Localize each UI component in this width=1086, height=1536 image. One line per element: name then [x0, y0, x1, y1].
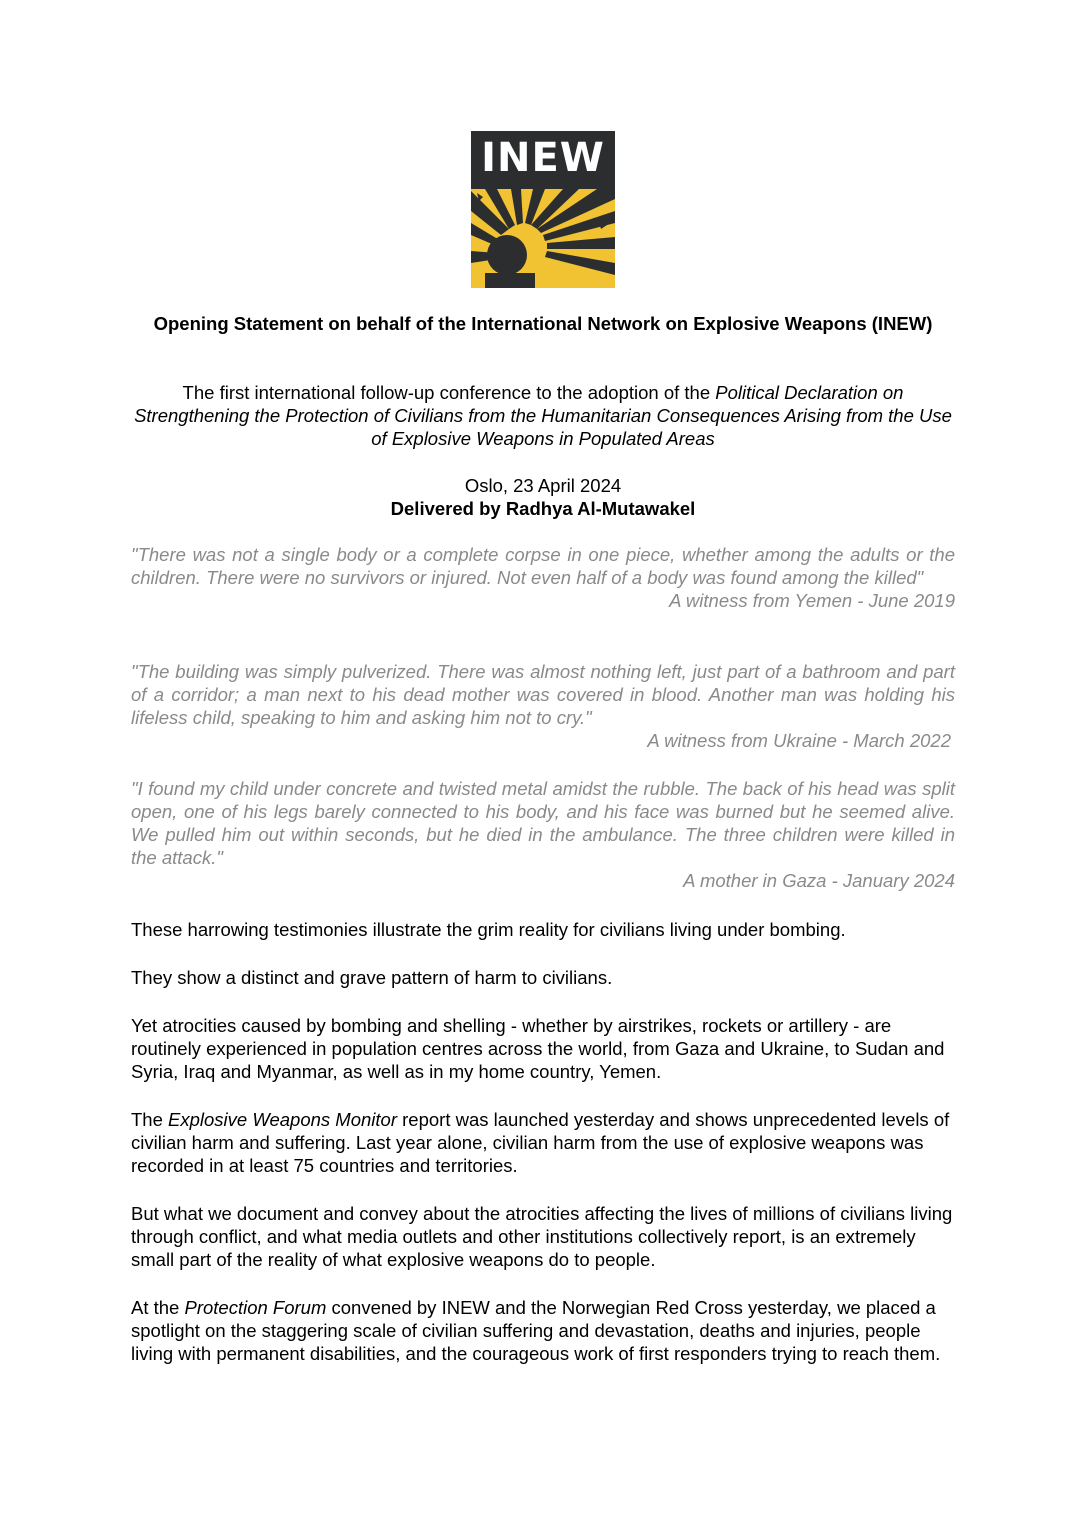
- conference-subtitle: [131, 381, 955, 450]
- testimony-quote: [131, 777, 955, 892]
- paragraph-text: report was launched yesterday and shows unprecedented levels of civilian harm and suffering. Last year alone, civilian harm from the use of explosive weapons was recorded in at least 75 countries and territories.: [131, 1109, 950, 1176]
- delivered-by: Delivered by Radhya Al-Mutawakel: [390, 498, 696, 519]
- report-title: Explosive Weapons Monitor: [168, 1109, 397, 1130]
- quote-text: "There was not a single body or a complete corpse in one piece, whether among the adults or the children. There were no survivors or injured. Not even half of a body was found among the killed": [131, 544, 955, 588]
- testimony-quote: [131, 660, 955, 752]
- declaration-title: Political Declaration on Strengthening the Protection of Civilians from the Humanitarian Consequences Arising from the Use of Explosive Weapons in Populated Areas: [134, 382, 952, 449]
- statement-body: [131, 918, 955, 1390]
- body-paragraph: Yet atrocities caused by bombing and shelling - whether by airstrikes, rockets or artillery - are routinely experienced in population centres across the world, from Gaza and Ukraine, to Sudan and Syria, Iraq and Myanmar, as well as in my home country, Yemen.: [131, 1015, 945, 1082]
- quote-attribution: A witness from Ukraine - March 2022: [647, 730, 951, 751]
- quote-attribution: A witness from Yemen - June 2019: [669, 590, 955, 611]
- paragraph-text: The: [131, 1109, 169, 1130]
- place-date: Oslo, 23 April 2024: [464, 475, 622, 496]
- logo-text: INEW: [481, 135, 605, 181]
- paragraph-text: At the: [131, 1297, 185, 1318]
- quote-attribution: A mother in Gaza - January 2024: [683, 870, 955, 891]
- explosion-icon: [471, 189, 615, 288]
- body-paragraph: [131, 1296, 955, 1365]
- body-paragraph: These harrowing testimonies illustrate the grim reality for civilians living under bombing.: [131, 919, 846, 940]
- quote-text: "The building was simply pulverized. There was almost nothing left, just part of a bathroom and part of a corridor; a man next to his dead mother was covered in blood. Another man was holding his lifeless child, speaking to him and asking him not to cry.": [131, 661, 955, 728]
- subtitle-lead: The first international follow-up conference to the adoption of the: [182, 382, 716, 403]
- inew-logo: [471, 131, 615, 288]
- body-paragraph: But what we document and convey about the atrocities affecting the lives of millions of civilians living through conflict, and what media outlets and other institutions collectively report, is an extremely small part of the reality of what explosive weapons do to people.: [131, 1203, 953, 1270]
- body-paragraph: [131, 1108, 955, 1177]
- testimony-quote: [131, 543, 955, 612]
- paragraph-text: convened by INEW and the Norwegian Red Cross yesterday, we placed a spotlight on the staggering scale of civilian suffering and devastation, deaths and injuries, people living with permanent disabilities, and the courageous work of first responders trying to reach them.: [131, 1297, 941, 1364]
- body-paragraph: They show a distinct and grave pattern of harm to civilians.: [131, 967, 613, 988]
- page-title: Opening Statement on behalf of the International Network on Explosive Weapons (INEW): [153, 313, 933, 334]
- place-date-block: [131, 474, 955, 520]
- forum-title: Protection Forum: [184, 1297, 327, 1318]
- quote-text: "I found my child under concrete and twisted metal amidst the rubble. The back of his head was split open, one of his legs barely connected to his body, and his face was burned but he seemed alive. We pulled him out within seconds, but he died in the ambulance. The three children were killed in the attack.": [131, 778, 955, 868]
